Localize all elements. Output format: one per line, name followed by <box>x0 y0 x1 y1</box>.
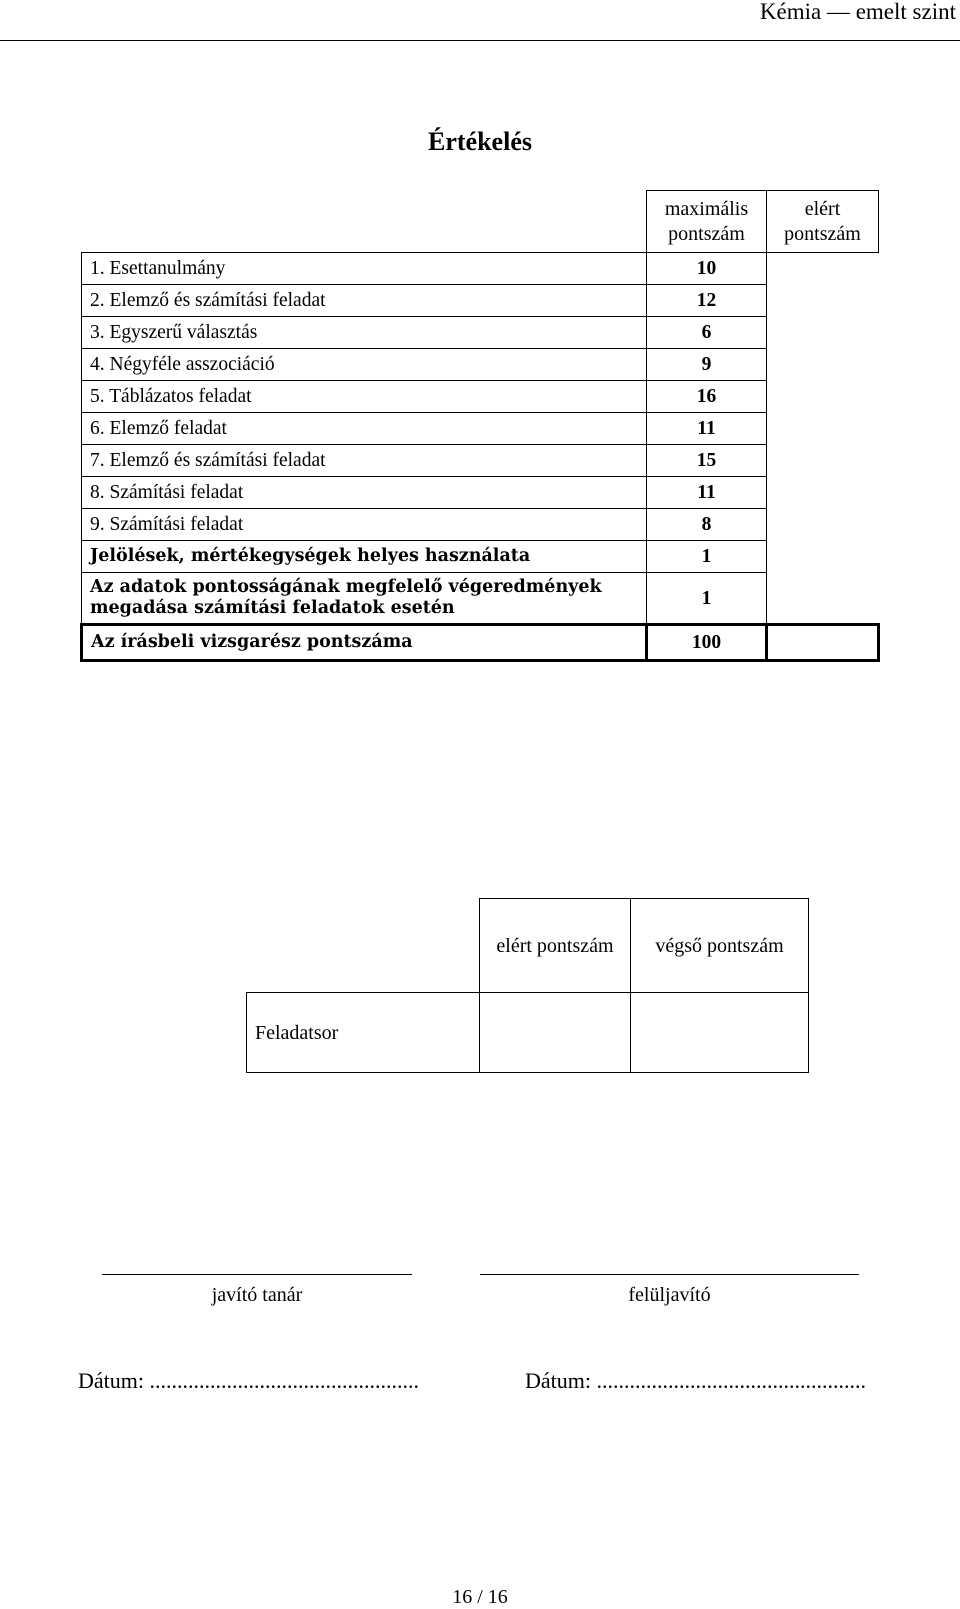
final-table-header <box>247 899 809 993</box>
total-label: Az írásbeli vizsgarész pontszáma <box>82 625 647 661</box>
max-score-header: maximális pontszám <box>647 191 767 253</box>
max-score: 1 <box>647 573 767 625</box>
table-row <box>82 509 879 541</box>
page-number: 16 / 16 <box>452 1586 508 1608</box>
achieved-score-cell[interactable] <box>767 541 879 573</box>
max-score: 1 <box>647 541 767 573</box>
achieved-score-cell[interactable] <box>767 253 879 285</box>
achieved-score-cell[interactable] <box>767 349 879 381</box>
task-label: Jelölések, mértékegységek helyes használata <box>82 541 647 573</box>
achieved-score-cell[interactable] <box>767 381 879 413</box>
reviewer-signature-line <box>480 1274 859 1275</box>
page-title: Értékelés <box>428 127 532 156</box>
score-table <box>80 190 880 662</box>
task-label: 4. Négyféle asszociáció <box>82 349 647 381</box>
task-label: 1. Esettanulmány <box>82 253 647 285</box>
task-label: 2. Elemző és számítási feladat <box>82 285 647 317</box>
final-score-header: végső pontszám <box>631 899 809 993</box>
max-score: 8 <box>647 509 767 541</box>
task-label: 3. Egyszerű választás <box>82 317 647 349</box>
table-row <box>82 317 879 349</box>
teacher-date: Dátum: ................................................. <box>78 1368 419 1393</box>
total-row <box>82 625 879 661</box>
reviewer-label: felüljavító <box>628 1284 711 1306</box>
table-row <box>247 993 809 1073</box>
final-achieved-header: elért pontszám <box>480 899 631 993</box>
achieved-score-cell[interactable] <box>767 285 879 317</box>
table-row <box>82 349 879 381</box>
table-row <box>82 381 879 413</box>
achieved-score-cell[interactable] <box>767 477 879 509</box>
task-label: 7. Elemző és számítási feladat <box>82 445 647 477</box>
total-achieved-cell[interactable] <box>767 625 879 661</box>
achieved-score-cell[interactable] <box>767 573 879 625</box>
max-score: 15 <box>647 445 767 477</box>
final-score-cell[interactable] <box>631 993 809 1073</box>
task-label: Az adatok pontosságának megfelelő végeredmények megadása számítási feladatok esetén <box>82 573 647 625</box>
teacher-signature-line <box>102 1274 412 1275</box>
page-header: Kémia — emelt szint <box>759 0 956 24</box>
task-label: 5. Táblázatos feladat <box>82 381 647 413</box>
final-score-table <box>246 898 809 1073</box>
total-max-score: 100 <box>647 625 767 661</box>
task-label: 9. Számítási feladat <box>82 509 647 541</box>
table-row <box>82 477 879 509</box>
achieved-score-cell[interactable] <box>767 413 879 445</box>
table-row <box>82 445 879 477</box>
final-achieved-cell[interactable] <box>480 993 631 1073</box>
reviewer-date: Dátum: ................................................. <box>525 1368 866 1393</box>
max-score: 11 <box>647 477 767 509</box>
max-score: 16 <box>647 381 767 413</box>
achieved-score-cell[interactable] <box>767 317 879 349</box>
table-row <box>82 573 879 625</box>
table-row <box>82 541 879 573</box>
task-label: 8. Számítási feladat <box>82 477 647 509</box>
max-score: 11 <box>647 413 767 445</box>
max-score: 12 <box>647 285 767 317</box>
task-label: 6. Elemző feladat <box>82 413 647 445</box>
table-row <box>82 253 879 285</box>
table-row <box>82 285 879 317</box>
max-score: 6 <box>647 317 767 349</box>
achieved-score-cell[interactable] <box>767 509 879 541</box>
achieved-score-header: elért pontszám <box>767 191 879 253</box>
teacher-label: javító tanár <box>211 1284 303 1306</box>
max-score: 9 <box>647 349 767 381</box>
header-rule <box>0 40 960 41</box>
max-score: 10 <box>647 253 767 285</box>
achieved-score-cell[interactable] <box>767 445 879 477</box>
score-table-header <box>82 191 879 253</box>
table-row <box>82 413 879 445</box>
feladatsor-label: Feladatsor <box>247 993 480 1073</box>
